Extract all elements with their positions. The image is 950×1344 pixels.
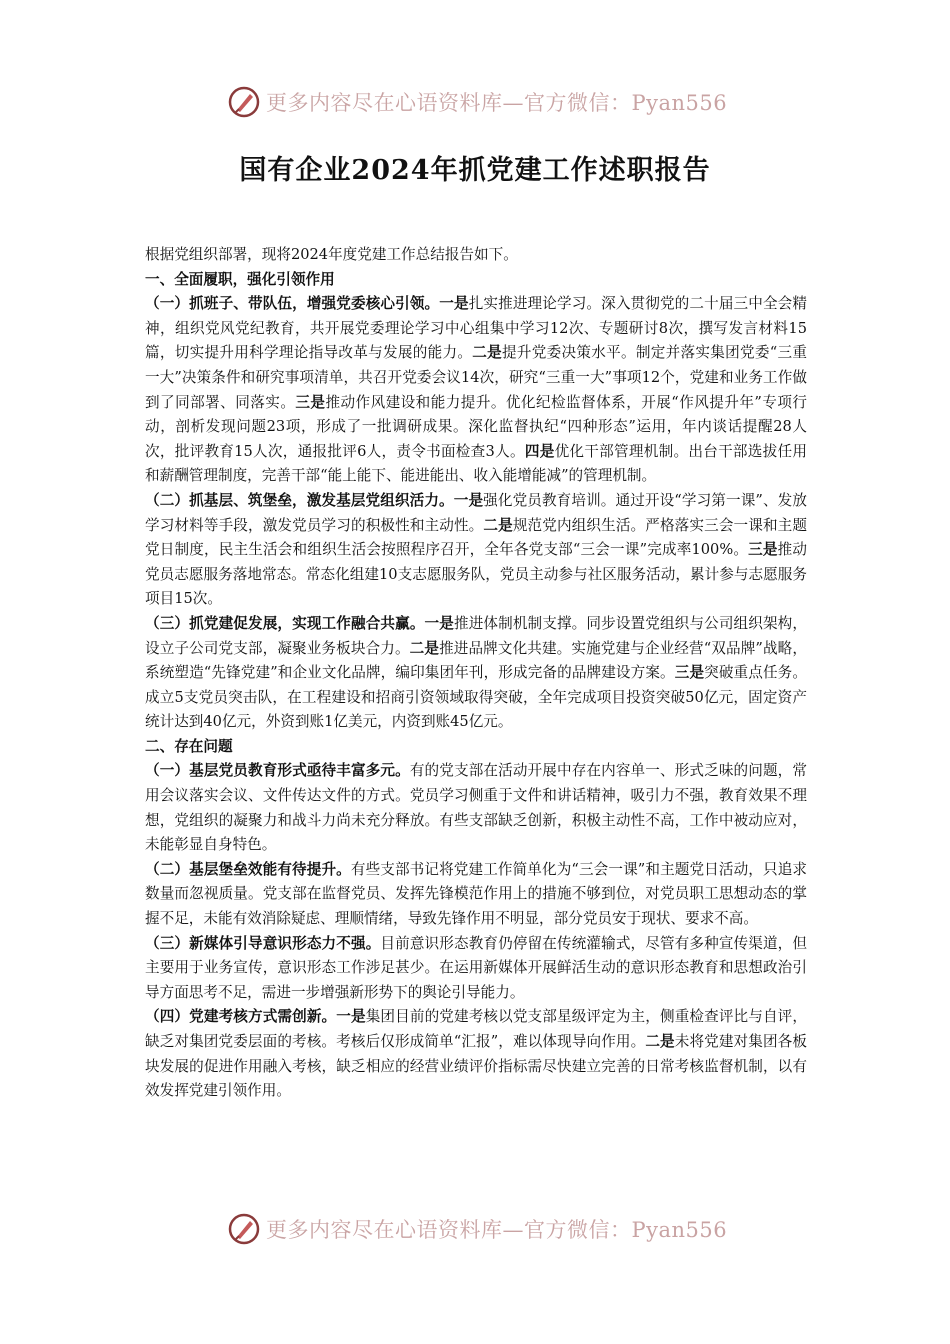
paragraph-lead: （三）新媒体引导意识形态力不强。 [145, 934, 381, 952]
paragraph-2-2: （二）基层堡垒效能有待提升。有些支部书记将党建工作简单化为“三会一课”和主题党日活动，只追求数量而忽视质量。党支部在监督党员、发挥先锋模范作用上的措施不够到位，对党员职工思想动态的掌握不足，未能有效消除疑虑、理顺情绪，导致先锋作用不明显，部分党员安于现状、要求不高。 [145, 860, 807, 928]
section-heading-1: 一、全面履职，强化引领作用 [145, 270, 335, 288]
paragraph-2-4: （四）党建考核方式需创新。一是集团目前的党建考核以党支部星级评定为主，侧重检查评比与自评，缺乏对集团党委层面的考核。考核后仅形成简单“汇报”，难以体现导向作用。二是未将党建对集团各板块发展的促进作用融入考核，缺乏相应的经营业绩评价指标需尽快建立完善的日常考核监督机制，以有效发挥党建引领作用。 [145, 1008, 807, 1100]
paragraph-2-1: （一）基层党员教育形式亟待丰富多元。有的党支部在活动开展中存在内容单一、形式乏味的问题，常用会议落实会议、文件传达文件的方式。党员学习侧重于文件和讲话精神，吸引力不强，教育效果不理想，党组织的凝聚力和战斗力尚未充分释放。有些支部缺乏创新，积极主动性不高，工作中被动应对，未能彰显自身特色。 [145, 762, 807, 854]
paragraph-lead: （二）基层堡垒效能有待提升。 [145, 860, 351, 878]
quill-logo-icon [228, 86, 260, 118]
watermark-header [228, 82, 727, 122]
watermark-text: 更多内容尽在心语资料库—官方微信：Pyan556 [266, 91, 728, 115]
paragraph-1-2: （二）抓基层、筑堡垒，激发基层党组织活力。一是强化党员教育培训。通过开设“学习第一课”、发放学习材料等手段，激发党员学习的积极性和主动性。二是规范党内组织生活。严格落实三会一课和主题党日制度，民主生活会和组织生活会按照程序召开，全年各党支部“三会一课”完成率100%。三是推动党员志愿服务落地常态。常态化组建10支志愿服务队，党员主动参与社区服务活动，累计参与志愿服务项目15次。 [145, 491, 807, 608]
paragraph-lead: （三）抓党建促发展，实现工作融合共赢。 [145, 614, 425, 632]
intro-paragraph: 根据党组织部署，现将2024年度党建工作总结报告如下。 [145, 246, 518, 263]
watermark-footer [228, 1209, 727, 1249]
paragraph-1-1: （一）抓班子、带队伍，增强党委核心引领。一是扎实推进理论学习。深入贯彻党的二十届三中全会精神，组织党风党纪教育，共开展党委理论学习中心组集中学习12次、专题研讨8次，撰写发言材料15篇，切实提升用科学理论指导改革与发展的能力。二是提升党委决策水平。制定并落实集团党委“三重一大”决策条件和研究事项清单，共召开党委会议14次，研究“三重一大”事项12个，党建和业务工作做到了同部署、同落实。三是推动作风建设和能力提升。优化纪检监督体系，开展“作风提升年”专项行动，剖析发现问题23项，形成了一批调研成果。深化监督执纪“四种形态”运用，年内谈话提醒28人次，批评教育15人次，通报批评6人，责令书面检查3人。四是优化干部管理机制。出台干部选拔任用和薪酬管理制度，完善干部“能上能下、能进能出、收入能增能减”的管理机制。 [145, 295, 807, 485]
paragraph-lead: （一）基层党员教育形式亟待丰富多元。 [145, 762, 410, 780]
paragraph-lead: （二）抓基层、筑堡垒，激发基层党组织活力。 [145, 491, 454, 509]
paragraph-2-3: （三）新媒体引导意识形态力不强。目前意识形态教育仍停留在传统灌输式，尽管有多种宣传渠道，但主要用于业务宣传，意识形态工作涉足甚少。在运用新媒体开展鲜活生动的意识形态教育和思想政治引导方面思考不足，需进一步增强新形势下的舆论引导能力。 [145, 934, 807, 1001]
section-heading-2: 二、存在问题 [145, 737, 233, 755]
document-body [145, 243, 807, 1104]
paragraph-1-3: （三）抓党建促发展，实现工作融合共赢。一是推进体制机制支撑。同步设置党组织与公司组织架构，设立子公司党支部，凝聚业务板块合力。二是推进品牌文化共建。实施党建与企业经营“双品牌”战略，系统塑造“先锋党建”和企业文化品牌，编印集团年刊，形成完备的品牌建设方案。三是突破重点任务。成立5支党员突击队，在工程建设和招商引资领域取得突破，全年完成项目投资突破50亿元，固定资产统计达到40亿元，外资到账1亿美元，内资到账45亿元。 [145, 614, 807, 731]
paragraph-lead: （四）党建考核方式需创新。 [145, 1008, 337, 1026]
watermark-text: 更多内容尽在心语资料库—官方微信：Pyan556 [266, 1218, 728, 1242]
quill-logo-icon [228, 1213, 260, 1245]
document-title: 国有企业2024年抓党建工作述职报告 [239, 155, 711, 186]
paragraph-lead: （一）抓班子、带队伍，增强党委核心引领。 [145, 295, 440, 313]
